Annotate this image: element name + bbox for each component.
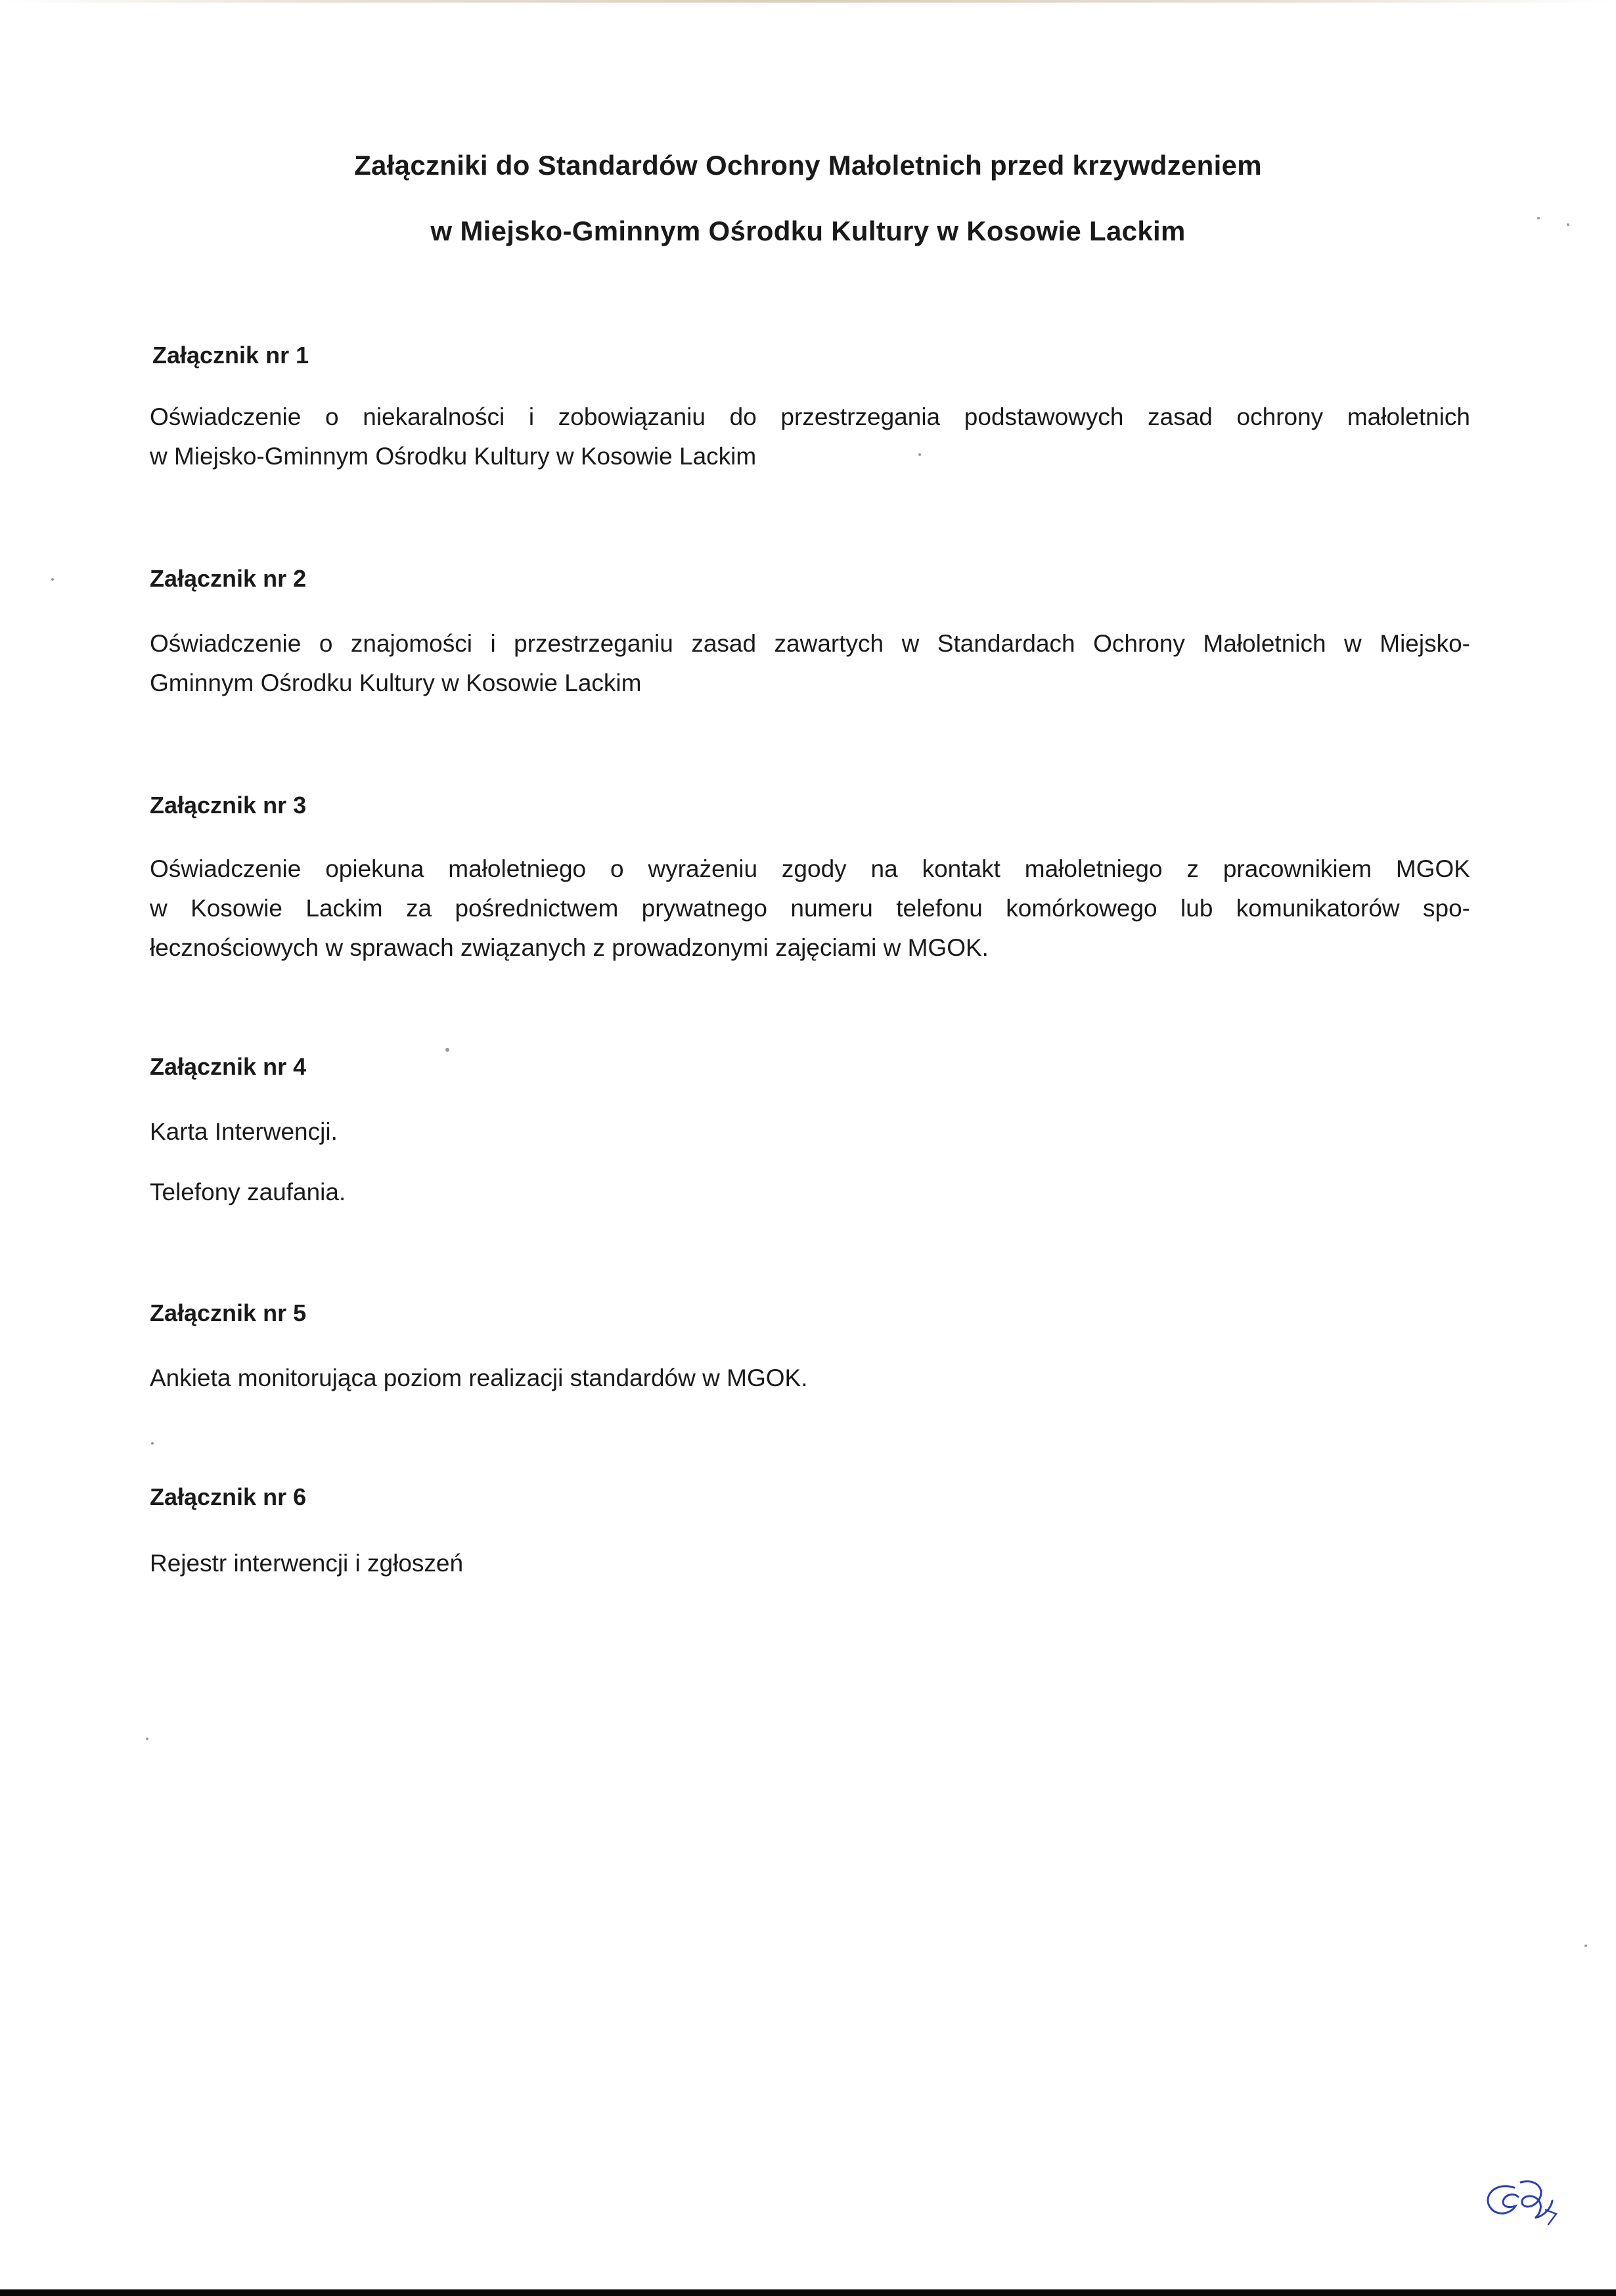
attachment-5-heading: Załącznik nr 5 bbox=[150, 1299, 307, 1326]
attachment-1-heading: Załącznik nr 1 bbox=[152, 342, 309, 369]
attachment-2-line-1: Oświadczenie o znajomości i przestrzeganiu zasad zawartych w Standardach Ochrony Małoletnich w Miejsko- bbox=[150, 630, 1470, 657]
attachment-4-heading: Załącznik nr 4 bbox=[150, 1053, 307, 1080]
attachment-6-heading: Załącznik nr 6 bbox=[150, 1483, 307, 1510]
document-title-line-2: w Miejsko-Gminnym Ośrodku Kultury w Kosowie Lackim bbox=[430, 215, 1186, 246]
scan-speck bbox=[146, 1738, 148, 1740]
attachment-6-item-1: Rejestr interwencji i zgłoszeń bbox=[150, 1550, 464, 1577]
attachment-3-line-1: Oświadczenie opiekuna małoletniego o wyrażeniu zgody na kontakt małoletniego z pracownikiem MGOK bbox=[150, 855, 1470, 882]
attachment-4-item-1: Karta Interwencji. bbox=[150, 1118, 338, 1145]
scan-speck bbox=[1537, 217, 1540, 219]
attachment-2-heading: Załącznik nr 2 bbox=[150, 565, 307, 592]
document-title-line-1: Załączniki do Standardów Ochrony Małoletnich przed krzywdzeniem bbox=[354, 150, 1262, 181]
scan-top-edge bbox=[0, 0, 1616, 3]
scan-bottom-edge bbox=[0, 2289, 1616, 2296]
handwritten-initials-icon bbox=[1475, 2168, 1567, 2234]
attachment-3-line-2: w Kosowie Lackim za pośrednictwem prywatnego numeru telefonu komórkowego lub komunikatorów spo- bbox=[150, 895, 1470, 922]
attachment-2-line-2: Gminnym Ośrodku Kultury w Kosowie Lackim bbox=[150, 669, 642, 696]
scan-speck bbox=[445, 1048, 449, 1052]
scan-speck bbox=[1567, 223, 1569, 226]
attachment-4-item-2: Telefony zaufania. bbox=[150, 1179, 346, 1205]
attachment-3-heading: Załącznik nr 3 bbox=[150, 792, 307, 819]
attachment-3-description bbox=[150, 849, 1470, 968]
attachment-1-line-2: w Miejsko-Gminnym Ośrodku Kultury w Kosowie Lackim bbox=[150, 443, 757, 470]
scan-speck bbox=[51, 578, 54, 581]
attachment-3-line-3: łecznościowych w sprawach związanych z prowadzonymi zajęciami w MGOK. bbox=[150, 934, 989, 961]
attachment-5-item-1: Ankieta monitorująca poziom realizacji standardów w MGOK. bbox=[150, 1364, 808, 1391]
scan-speck bbox=[918, 453, 921, 456]
attachment-1-line-1: Oświadczenie o niekaralności i zobowiązaniu do przestrzegania podstawowych zasad ochrony małoletnich bbox=[150, 403, 1470, 430]
scan-speck bbox=[151, 1442, 154, 1445]
attachment-2-description bbox=[150, 624, 1470, 703]
scan-speck bbox=[1584, 1945, 1587, 1947]
attachment-1-description bbox=[150, 397, 1470, 476]
